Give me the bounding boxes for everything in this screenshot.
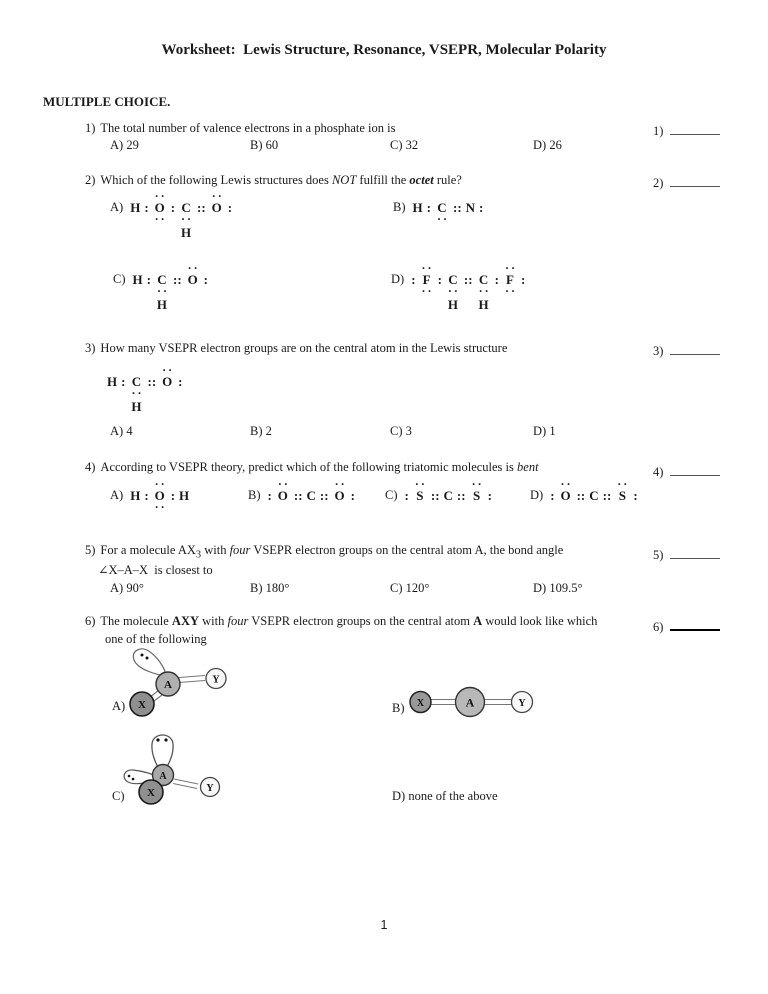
question-6 <box>85 614 597 629</box>
diagram-a-label: A) <box>112 699 126 713</box>
question-4 <box>85 460 539 475</box>
option-5a: A) 90° <box>110 581 144 595</box>
lone-pair-dot <box>128 775 131 778</box>
option-3a: A) 4 <box>110 424 133 438</box>
option-4a-label: A) <box>110 488 124 502</box>
option-1b: B) 60 <box>250 138 279 152</box>
answer-4-number: 4) <box>653 465 664 479</box>
option-5c: C) 120° <box>390 581 430 595</box>
answer-6-number: 6) <box>653 620 664 634</box>
question-3-text: How many VSEPR electron groups are on the central atom in the Lewis structure <box>100 341 508 355</box>
lewis-2d: : ·· F ·· : C ·· H :: C ·· H : ·· F ·· : <box>411 261 526 312</box>
question-6-number: 6) <box>85 614 96 628</box>
lewis-4b: : ·· O :: C :: ·· O : <box>267 477 355 503</box>
answer-6-blank-line <box>670 616 720 631</box>
atom-x-label: X <box>147 787 155 799</box>
question-1-options <box>110 138 562 153</box>
question-1 <box>85 121 395 136</box>
answer-slot-5 <box>653 545 720 563</box>
question-4-text: According to VSEPR theory, predict which of the following triatomic molecules is bent <box>100 460 539 474</box>
lewis-structure-3 <box>105 363 185 414</box>
atom-x-label: X <box>416 698 425 709</box>
option-1d: D) 26 <box>533 138 562 152</box>
question-6-text-line1: The molecule AXY with four VSEPR electron groups on the central atom A would look like which <box>100 614 598 628</box>
option-5d: D) 109.5° <box>533 581 583 595</box>
lewis-structure-4d <box>530 477 640 528</box>
answer-slot-4 <box>653 462 720 480</box>
answer-slot-2 <box>653 173 720 191</box>
option-2b-label: B) <box>393 200 406 214</box>
lone-pair-dot <box>146 657 149 660</box>
answer-slot-1 <box>653 121 720 139</box>
lone-pair-dot <box>156 738 159 741</box>
question-5-options <box>110 581 582 596</box>
answer-3-number: 3) <box>653 344 664 358</box>
question-3-options <box>110 424 556 439</box>
answer-3-blank-line <box>670 341 720 355</box>
lewis-4a: H : ·· O ·· : H <box>130 477 190 514</box>
lewis-structure-4a <box>110 477 191 528</box>
molecule-diagram-b <box>407 684 537 720</box>
option-4d-label: D) <box>530 488 544 502</box>
option-3d: D) 1 <box>533 424 556 438</box>
question-5-text-line2: ∠X–A–X is closest to <box>98 563 213 577</box>
option-5b: B) 180° <box>250 581 290 595</box>
option-2d-label: D) <box>391 272 405 286</box>
option-3c: C) 3 <box>390 424 412 438</box>
option-6d: D) none of the above <box>392 789 498 803</box>
lewis-structure-4c <box>385 477 494 528</box>
question-4-number: 4) <box>85 460 96 474</box>
lone-pair-dot <box>132 778 135 781</box>
molecule-diagram-c <box>118 727 230 809</box>
lewis-2c: H : C ·· H :: ·· O : <box>132 261 209 312</box>
atom-y-label: Y <box>206 783 214 794</box>
bond-line <box>154 695 162 701</box>
question-3-number: 3) <box>85 341 96 355</box>
question-2 <box>85 173 462 188</box>
question-2-number: 2) <box>85 173 96 187</box>
molecule-diagram-a <box>118 646 246 720</box>
bond-line <box>173 784 197 789</box>
lewis-3: H : C ·· H :: ·· O : <box>107 363 183 414</box>
option-2c-label: C) <box>113 272 126 286</box>
answer-2-number: 2) <box>653 176 664 190</box>
lone-pair-lobe <box>133 649 166 676</box>
answer-5-number: 5) <box>653 548 664 562</box>
atom-a-label: A <box>465 695 475 710</box>
lewis-4c: : ·· S :: C :: ·· S : <box>404 477 492 503</box>
question-6-text-line2: one of the following <box>105 632 207 646</box>
lewis-structure-2a <box>110 189 234 240</box>
question-3 <box>85 341 507 356</box>
answer-slot-3 <box>653 341 720 359</box>
atom-a-label: A <box>159 771 167 782</box>
lewis-structure-4b <box>248 477 357 528</box>
lewis-2a: H : ·· O ·· : C ·· H :: ·· O : <box>130 189 233 240</box>
diagram-c-label: C) <box>112 789 125 803</box>
answer-1-number: 1) <box>653 124 664 138</box>
answer-4-blank-line <box>670 462 720 476</box>
section-heading: MULTIPLE CHOICE. <box>43 94 171 109</box>
lewis-structure-2b <box>393 192 485 240</box>
atom-x-label: X <box>138 699 146 711</box>
atom-y-label: Y <box>518 698 526 709</box>
question-1-number: 1) <box>85 121 96 135</box>
question-2-text: Which of the following Lewis structures does NOT fulfill the octet rule? <box>100 173 462 187</box>
bond-line <box>179 676 205 678</box>
page-number: 1 <box>380 918 388 932</box>
option-4b-label: B) <box>248 488 261 502</box>
diagram-b-label: B) <box>392 701 405 715</box>
atom-y-label: Y <box>212 674 220 686</box>
lone-pair-dot <box>164 738 167 741</box>
question-5-number: 5) <box>85 543 96 557</box>
lewis-structure-2d <box>391 261 527 312</box>
answer-slot-6 <box>653 616 720 635</box>
answer-2-blank-line <box>670 173 720 187</box>
lewis-structure-2c <box>113 261 210 312</box>
question-5 <box>85 543 563 561</box>
page-title: Worksheet: Lewis Structure, Resonance, VSEPR, Molecular Polarity <box>161 42 607 58</box>
option-2a-label: A) <box>110 200 124 214</box>
bond-line <box>174 779 198 784</box>
lewis-4d: : ·· O :: C :: ·· S : <box>550 477 638 503</box>
lewis-2b: H : C ·· :: N : <box>412 200 484 226</box>
option-4c-label: C) <box>385 488 398 502</box>
option-3b: B) 2 <box>250 424 272 438</box>
answer-5-blank-line <box>670 545 720 559</box>
question-1-text: The total number of valence electrons in a phosphate ion is <box>100 121 396 135</box>
lone-pair-dot <box>141 654 144 657</box>
bond-line <box>179 681 205 683</box>
answer-1-blank-line <box>670 121 720 135</box>
option-1c: C) 32 <box>390 138 419 152</box>
option-1a: A) 29 <box>110 138 139 152</box>
atom-a-label: A <box>164 679 172 691</box>
question-5-text-line1: For a molecule $AX_3$ with four VSEPR electron groups on the central atom A, the bond angle <box>100 543 564 561</box>
